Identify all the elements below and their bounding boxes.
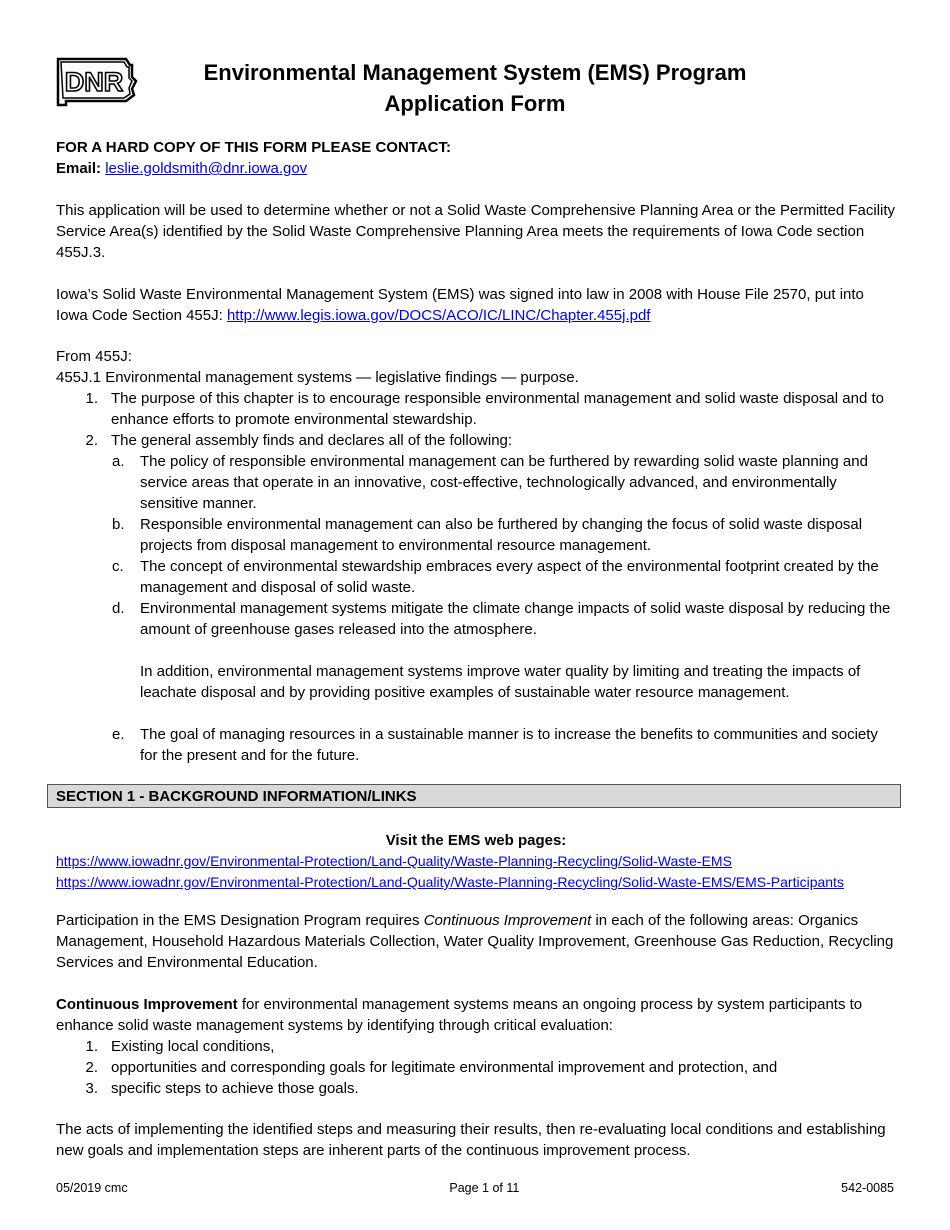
email-link[interactable]: leslie.goldsmith@dnr.iowa.gov — [105, 160, 308, 177]
list-letter: c. — [112, 558, 124, 575]
list-item — [56, 388, 896, 430]
law-heading: 455J.1 Environmental management systems — legislative findings — purpose. — [56, 369, 579, 386]
list-text: The general assembly finds and declares all of the following: — [111, 432, 513, 449]
title-line-1: Environmental Management System (EMS) Program — [203, 60, 747, 85]
svg-text:DNR: DNR — [64, 67, 124, 97]
participation-emphasis: Continuous Improvement — [423, 912, 592, 929]
list-item — [56, 1057, 896, 1078]
list-letter: d. — [112, 600, 125, 617]
list-text: specific steps to achieve those goals. — [111, 1080, 359, 1097]
list-text: The purpose of this chapter is to encourage responsible environmental management and solid waste disposal and to enhance efforts to promote environmental stewardship. — [111, 390, 884, 428]
list-text: opportunities and corresponding goals for legitimate environmental improvement and protection, and — [111, 1059, 778, 1076]
sub-list-continuation — [56, 661, 896, 703]
list-item — [56, 1036, 896, 1057]
list-letter: e. — [112, 726, 125, 743]
list-text: Responsible environmental management can also be furthered by changing the focus of solid waste disposal projects from disposal management to environmental resource management. — [140, 516, 863, 554]
section-1-links — [56, 830, 896, 893]
page-title — [150, 57, 800, 119]
section-1-header: SECTION 1 - BACKGROUND INFORMATION/LINKS — [47, 784, 901, 808]
list-number: 1. — [85, 390, 98, 407]
ems-link[interactable]: https://www.iowadnr.gov/Environmental-Protection/Land-Quality/Waste-Planning-Recycling/Solid-Waste-EMS — [56, 853, 732, 869]
contact-heading: FOR A HARD COPY OF THIS FORM PLEASE CONTACT: — [56, 139, 452, 156]
visit-heading: Visit the EMS web pages: — [385, 832, 567, 849]
footer-page-number: Page 1 of 11 — [449, 1181, 520, 1195]
title-line-2: Application Form — [384, 91, 566, 116]
list-item — [56, 430, 896, 451]
list-text: The concept of environmental stewardship embraces every aspect of the environmental footprint created by the management and disposal of solid waste. — [140, 558, 879, 596]
ci-definition: for environmental management systems means an ongoing process by system participants to enhance solid waste management systems by identifying through critical evaluation: — [56, 996, 863, 1034]
list-text: In addition, environmental management systems improve water quality by limiting and treating the impacts of leachate disposal and by providing positive examples of sustainable water resource management. — [140, 663, 861, 701]
intro-paragraph-2 — [56, 284, 896, 326]
list-text: Existing local conditions, — [111, 1038, 275, 1055]
law-excerpt — [56, 346, 896, 766]
intro-text-2: Iowa’s Solid Waste Environmental Management System (EMS) was signed into law in 2008 with House File 2570, put into Iowa Code Section 455J: — [56, 286, 864, 324]
ci-term: Continuous Improvement — [56, 996, 238, 1013]
sub-list-item — [56, 451, 896, 514]
footer-date: 05/2019 cmc — [56, 1181, 128, 1195]
closing-paragraph — [56, 1119, 896, 1161]
page-footer — [56, 1178, 894, 1199]
closing-text: The acts of implementing the identified steps and measuring their results, then re-evaluating local conditions and establishing new goals and implementation steps are inherent parts of the continuous improvement process. — [56, 1121, 886, 1159]
list-text: The goal of managing resources in a sustainable manner is to increase the benefits to communities and society for the present and for the future. — [140, 726, 878, 764]
contact-block — [56, 137, 896, 179]
list-item — [56, 1078, 896, 1099]
sub-list-item — [56, 556, 896, 598]
list-letter: b. — [112, 516, 125, 533]
dnr-logo — [56, 55, 138, 109]
list-letter: a. — [112, 453, 125, 470]
ems-participants-link[interactable]: https://www.iowadnr.gov/Environmental-Protection/Land-Quality/Waste-Planning-Recycling/Solid-Waste-EMS/EMS-Participants — [56, 874, 844, 890]
sub-list-item — [56, 724, 896, 766]
sub-list-item — [56, 514, 896, 556]
list-number: 3. — [85, 1080, 98, 1097]
participation-paragraph — [56, 910, 896, 973]
intro-text-1: This application will be used to determine whether or not a Solid Waste Comprehensive Planning Area or the Permitted Facility Service Area(s) identified by the Solid Waste Comprehensive Planning Area meets the requirements of Iowa Code section 455J.3. — [56, 202, 896, 261]
intro-paragraph-1 — [56, 200, 896, 263]
participation-text: Participation in the EMS Designation Program requires — [56, 912, 424, 929]
list-number: 2. — [85, 432, 98, 449]
continuous-improvement — [56, 994, 896, 1099]
list-text: Environmental management systems mitigate the climate change impacts of solid waste disposal by reducing the amount of greenhouse gases released into the atmosphere. — [140, 600, 891, 638]
footer-form-number: 542-0085 — [841, 1181, 894, 1195]
email-label: Email: — [56, 160, 102, 177]
participation-text-2: in each of the following areas: Organics Management, Household Hazardous Materials Collection, Water Quality Improvement, Greenhouse Gas Reduction, Recycling Services and Environmental Education. — [56, 912, 894, 971]
law-from: From 455J: — [56, 348, 132, 365]
list-text: The policy of responsible environmental management can be furthered by rewarding solid waste planning and service areas that operate in an innovative, cost-effective, technologically advanced, and environmentally sensitive manner. — [140, 453, 868, 512]
legis-link[interactable]: http://www.legis.iowa.gov/DOCS/ACO/IC/LINC/Chapter.455j.pdf — [226, 307, 651, 324]
list-number: 1. — [85, 1038, 98, 1055]
list-number: 2. — [85, 1059, 98, 1076]
sub-list-item — [56, 598, 896, 640]
